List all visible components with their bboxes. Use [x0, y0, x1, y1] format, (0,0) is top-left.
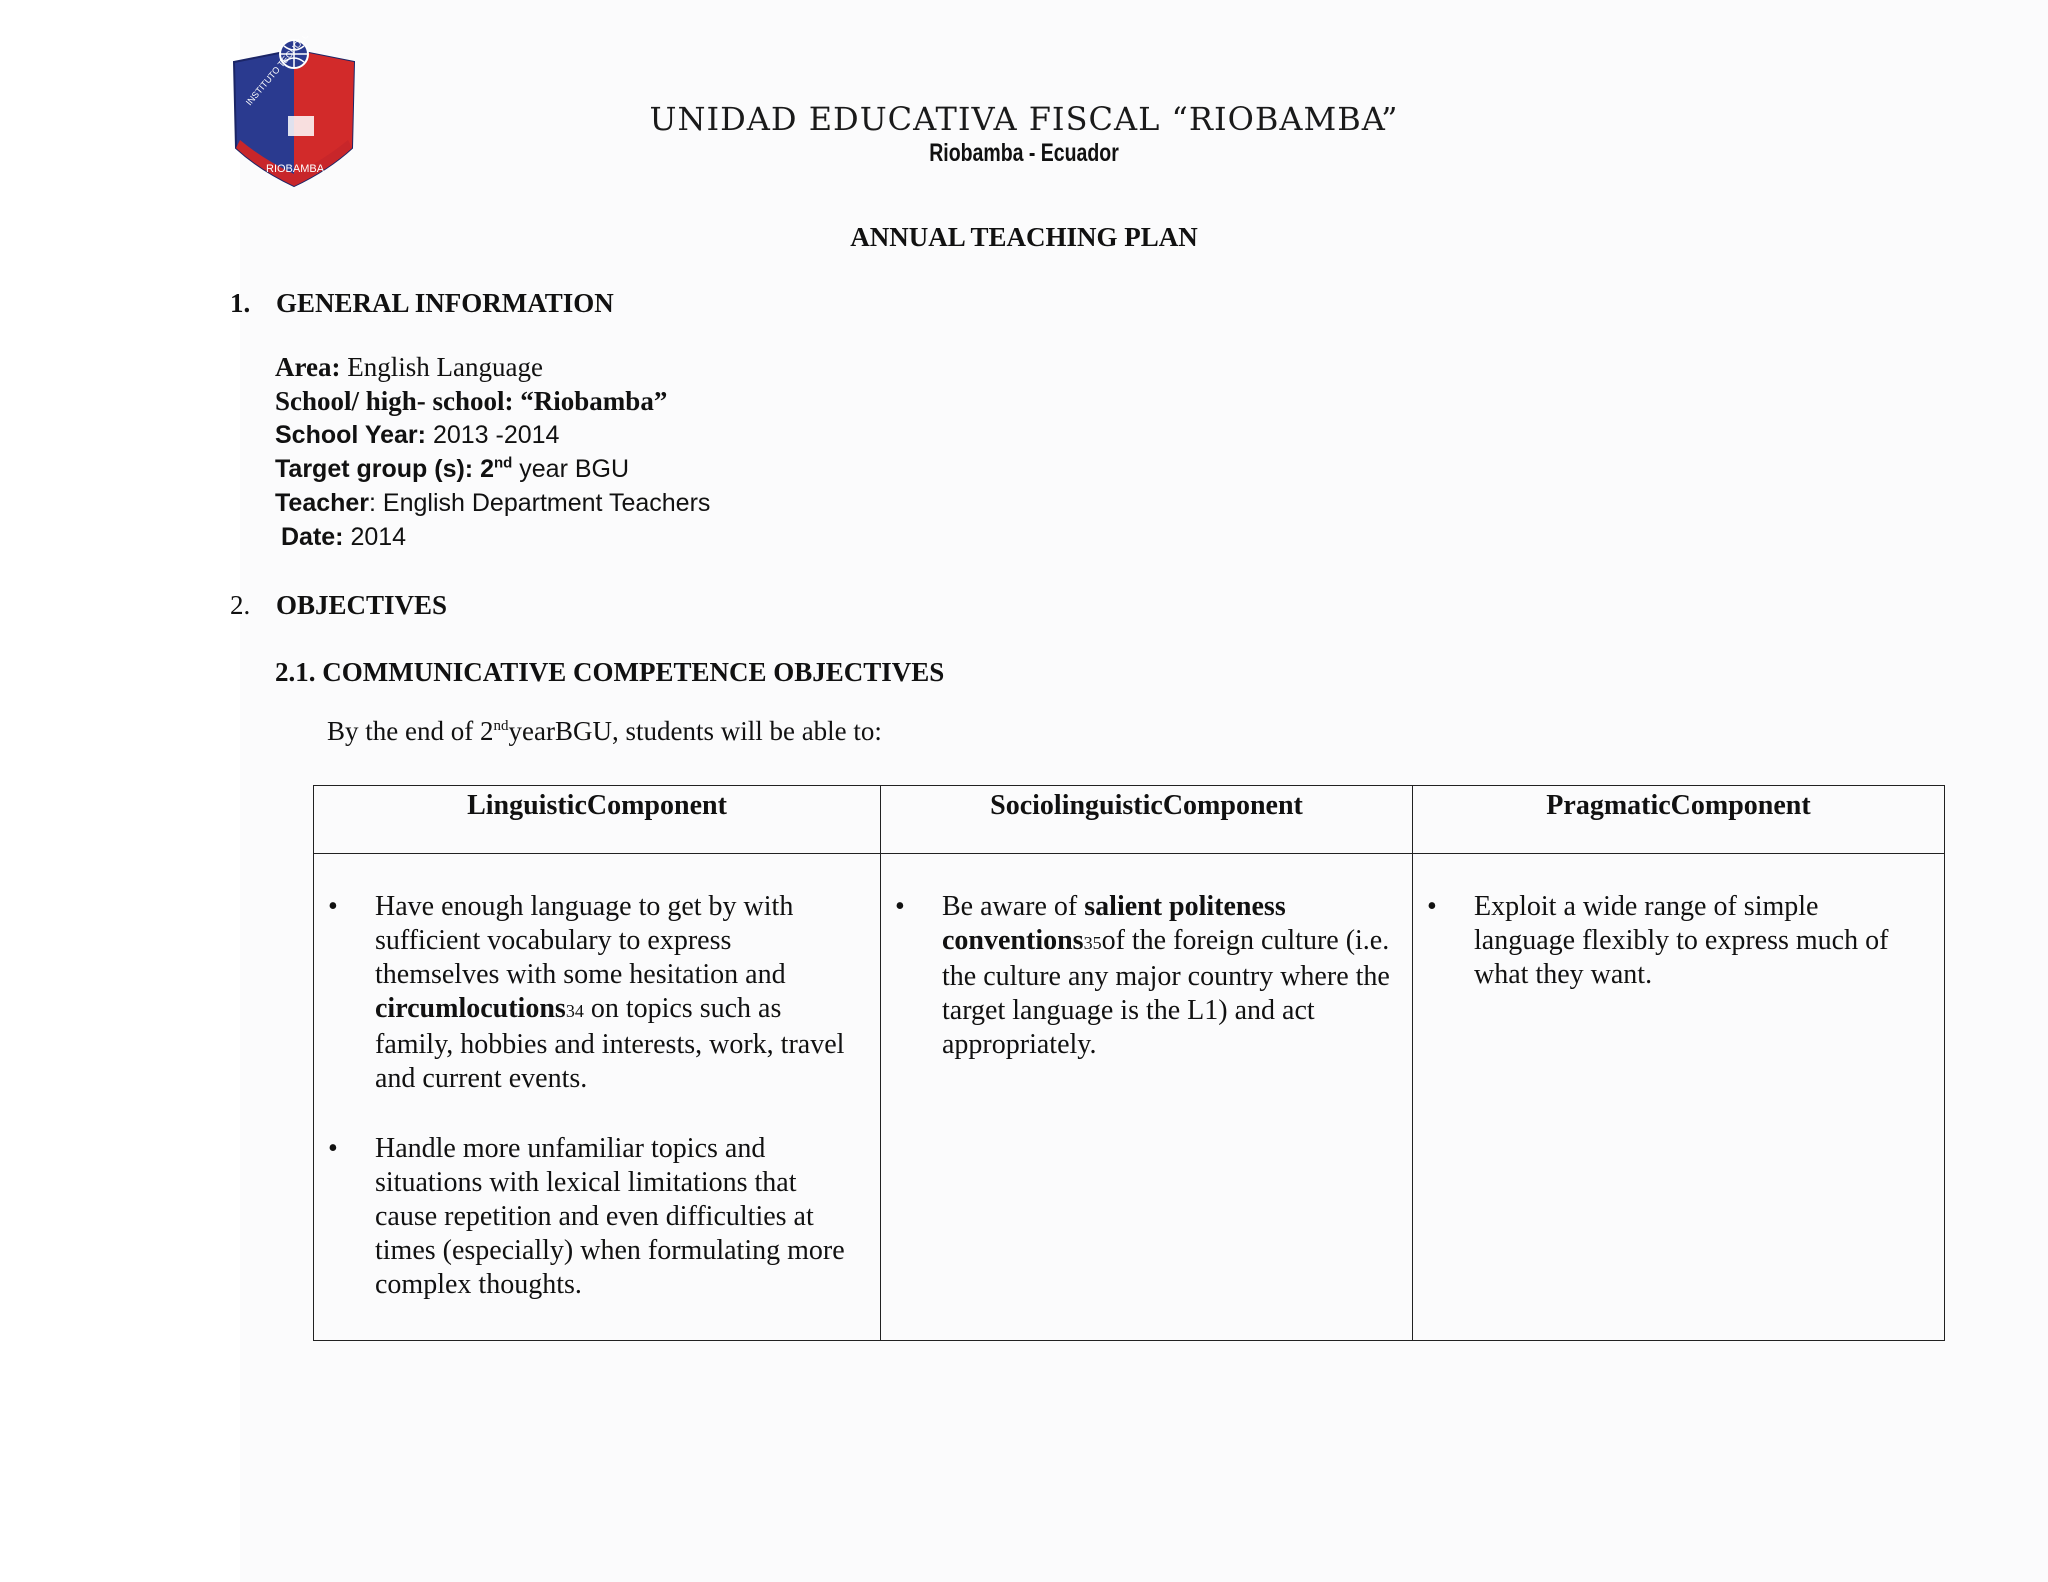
- socio-item1-bold: salient politeness conventions: [942, 891, 1286, 956]
- school-line: [275, 384, 710, 418]
- lead-sup: nd: [493, 718, 509, 734]
- subsection-title: 2.1. COMMUNICATIVE COMPETENCE OBJECTIVES: [275, 657, 945, 687]
- general-info: [275, 350, 710, 554]
- document-title: ANNUAL TEACHING PLAN: [850, 222, 1198, 252]
- date-line: [275, 520, 710, 554]
- target-sup: nd: [493, 454, 513, 472]
- target-label: Target group (s): 2: [275, 455, 494, 483]
- list-item: [328, 890, 860, 1096]
- date-value: 2014: [350, 523, 407, 551]
- school-location: Riobamba - Ecuador: [929, 139, 1119, 167]
- section-1-number: 1.: [230, 288, 251, 318]
- section-2-number: 2.: [230, 590, 251, 620]
- linguistic-item1-text: Have enough language to get by with sufficient vocabulary to express themselves with some hesitation and: [375, 891, 794, 990]
- year-line: [275, 418, 710, 452]
- date-label: Date:: [281, 523, 344, 551]
- year-label: School Year:: [275, 421, 426, 449]
- header-pragmatic: PragmaticComponent: [1413, 786, 1945, 854]
- table-row: [314, 854, 1945, 1341]
- target-value: year BGU: [519, 455, 630, 483]
- objectives-lead: [327, 716, 882, 747]
- list-item: [895, 890, 1392, 1062]
- teacher-label: Teacher: [275, 489, 370, 517]
- school-name: UNIDAD EDUCATIVA FISCAL “RIOBAMBA”: [649, 100, 1399, 138]
- cell-pragmatic: [1413, 854, 1945, 1341]
- lead-pre: By the end of 2: [327, 716, 494, 746]
- linguistic-item1-rest: on topics such as family, hobbies and interests, work, travel and current events.: [375, 993, 845, 1094]
- pragmatic-item1-text: Exploit a wide range of simple language flexibly to express much of what they want.: [1474, 891, 1889, 990]
- linguistic-item1-bold: circumlocutions: [375, 993, 566, 1024]
- logo-text-bottom: RIOBAMBA: [266, 163, 325, 175]
- cell-sociolinguistic: [881, 854, 1413, 1341]
- section-1-title: GENERAL INFORMATION: [276, 288, 614, 318]
- header-sociolinguistic: SociolinguisticComponent: [881, 786, 1413, 854]
- section-2-title: OBJECTIVES: [276, 590, 448, 620]
- year-value: 2013 -2014: [432, 421, 560, 449]
- footnote-34: 34: [565, 1001, 584, 1021]
- footnote-35: 35: [1083, 933, 1102, 953]
- socio-item1-rest: of the foreign culture (i.e. the culture any major country where the target language is the L1) and act appropriately.: [942, 925, 1390, 1060]
- teacher-line: [275, 486, 710, 520]
- lead-post: yearBGU, students will be able to:: [508, 716, 882, 746]
- teacher-value: : English Department Teachers: [369, 489, 711, 517]
- list-item: [328, 1132, 860, 1302]
- school-label: School/ high- school: “Riobamba”: [275, 386, 668, 416]
- socio-item1-text: Be aware of: [942, 891, 1085, 922]
- area-value: English Language: [347, 352, 543, 382]
- header-linguistic: LinguisticComponent: [314, 786, 881, 854]
- linguistic-item2-text: Handle more unfamiliar topics and situations with lexical limitations that cause repetition and even difficulties at times (especially) when formulating more complex thoughts.: [375, 1133, 845, 1300]
- cell-linguistic: [314, 854, 881, 1341]
- area-label: Area:: [275, 352, 341, 382]
- table-header-row: [314, 786, 1945, 854]
- competence-table: [313, 785, 1945, 1341]
- list-item: [1427, 890, 1924, 992]
- target-line: [275, 452, 710, 486]
- area-line: [275, 350, 710, 384]
